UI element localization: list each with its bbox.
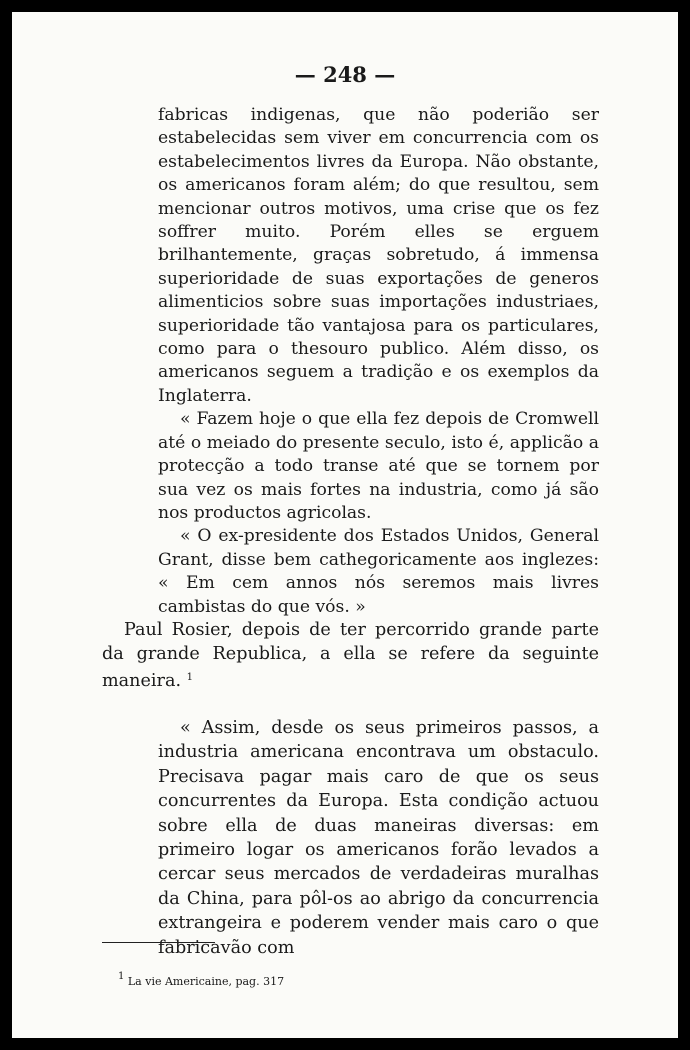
quote-paragraph: fabricas indigenas, que não poderião ser estabelecidas sem viver em concurrencia com os estabelecimentos livres da Europa. Não obstante, os americanos foram além; do que resultou, sem mencionar outros motivos, uma crise que os fez soffrer muito. Porém elles se erguem brilhantemente, graças sobretudo, á immensa superioridade de suas exportações de generos alimenticios sobre suas importações industriaes, superioridade tão vantajosa para os particulares, como para o thesouro publico. Além disso, os americanos seguem a tradição e os exemplos da Inglaterra. bbox=[158, 105, 599, 406]
body-text: Paul Rosier, depois de ter percorrido grande parte da grande Republica, a ella se refere da seguinte maneira. bbox=[102, 620, 599, 692]
quote-block-2 bbox=[158, 716, 599, 960]
footnote-reference: 1 bbox=[186, 672, 194, 684]
footnote-text: La vie Americaine, pag. 317 bbox=[127, 975, 285, 988]
body-paragraph bbox=[102, 618, 599, 694]
quote-paragraph: « Fazem hoje o que ella fez depois de Cromwell até o meiado do presente seculo, isto é, applicão a protecção a todo transe até que se tornem por sua vez os mais fortes na industria, como já são nos productos agricolas. bbox=[158, 409, 599, 523]
footnote-marker: 1 bbox=[118, 971, 125, 982]
quote-paragraph: « Assim, desde os seus primeiros passos, a industria americana encontrava um obstaculo. Precisava pagar mais caro de que os seus concurrentes da Europa. Esta condição actuou sobre ella de duas maneiras diversas: em primeiro logar os americanos forão levados a cercar seus mercados de verdadeiras muralhas da China, para pôl-os ao abrigo da concurrencia extrangeira e poderem vender mais caro o que fabricavão com bbox=[158, 718, 599, 958]
quote-paragraph: « O ex-presidente dos Estados Unidos, General Grant, disse bem cathegoricamente aos inglezes: « Em cem annos nós seremos mais livres cambistas do que vós. » bbox=[158, 526, 599, 617]
footnote-divider bbox=[102, 942, 215, 943]
book-page bbox=[12, 12, 678, 1038]
quote-block-1 bbox=[158, 104, 599, 619]
body-paragraph-text bbox=[102, 618, 599, 694]
page-number: — 248 — bbox=[294, 62, 396, 87]
footnote bbox=[118, 970, 284, 989]
